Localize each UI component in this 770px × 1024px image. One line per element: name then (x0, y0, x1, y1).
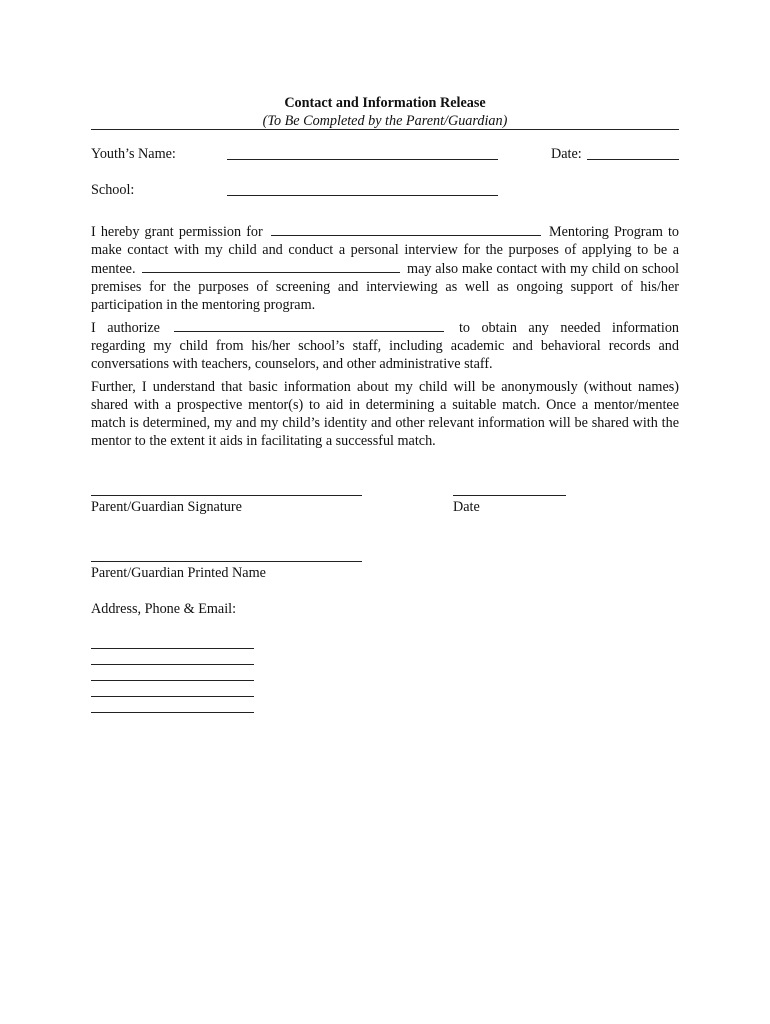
program-name-field[interactable] (271, 222, 541, 236)
authorization-paragraph (91, 318, 679, 373)
permission-paragraph-start: I hereby grant permission for (91, 224, 263, 240)
school-label: School: (91, 182, 135, 198)
youth-name-label: Youth’s Name: (91, 146, 176, 162)
contact-line[interactable] (91, 712, 254, 713)
contact-line[interactable] (91, 680, 254, 681)
signature-date-label: Date (453, 499, 480, 515)
information-sharing-paragraph: Further, I understand that basic information about my child will be anonymously (without names) shared with a prospective mentor(s) to aid in determining a suitable match. Once a mentor/mentee match is determined, my and my child’s identity and other relevant information will be shared with the mentor to the extent it aids in facilitating a successful match. (91, 379, 679, 449)
program-name-field-2[interactable] (142, 259, 400, 273)
header-rule (91, 129, 679, 130)
printed-name-label: Parent/Guardian Printed Name (91, 565, 266, 581)
date-label: Date: (551, 146, 582, 162)
authorized-party-field[interactable] (174, 318, 444, 332)
signature-label: Parent/Guardian Signature (91, 499, 242, 515)
permission-paragraph-end: may also make contact with my child on school premises for the purposes of screening and interviewing as well as ongoing support of his/her participation in the mentoring program. (91, 261, 680, 313)
contact-label: Address, Phone & Email: (91, 601, 237, 617)
contact-line[interactable] (91, 648, 254, 649)
signature-date-line[interactable] (453, 495, 566, 496)
contact-line[interactable] (91, 664, 254, 665)
youth-name-field[interactable] (227, 159, 498, 160)
permission-paragraph-middle: Mentoring Program to make contact with my child and conduct a personal interview for the purposes of applying to be a mentee. (91, 224, 680, 277)
date-field[interactable] (587, 159, 679, 160)
school-field[interactable] (227, 195, 498, 196)
contact-line[interactable] (91, 696, 254, 697)
authorization-paragraph-end: to obtain any needed information regarding my child from his/her school’s staff, including academic and behavioral records and conversations with teachers, counselors, and other administrative staff. (91, 320, 680, 372)
document-subtitle: (To Be Completed by the Parent/Guardian) (262, 113, 508, 129)
printed-name-line[interactable] (91, 561, 362, 562)
signature-line[interactable] (91, 495, 362, 496)
permission-paragraph (91, 222, 679, 314)
document-title: Contact and Information Release (284, 95, 486, 111)
authorization-paragraph-start: I authorize (91, 320, 160, 336)
